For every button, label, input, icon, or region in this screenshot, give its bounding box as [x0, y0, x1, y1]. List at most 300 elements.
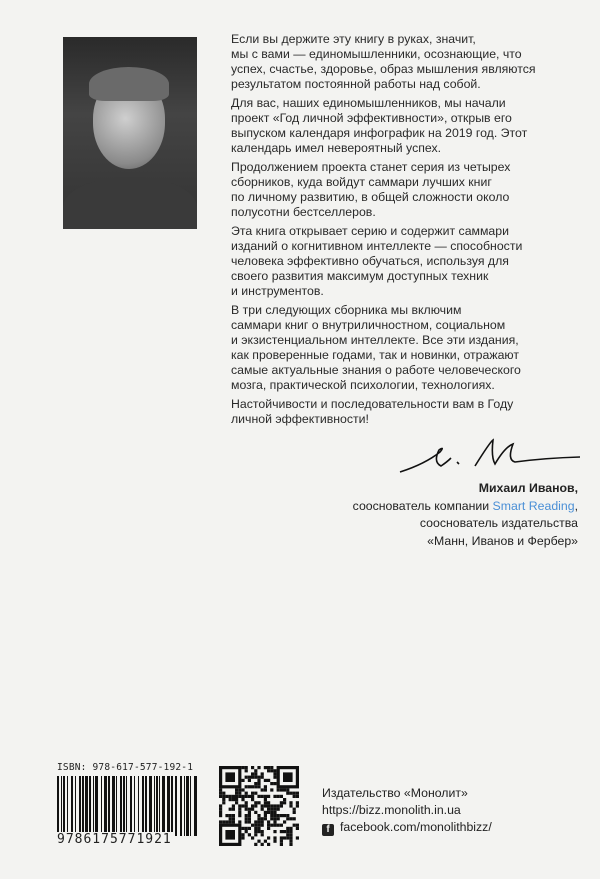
publisher-name: Издательство «Монолит» — [322, 786, 468, 800]
qr-module — [257, 795, 260, 798]
role-text: сооснователь компании — [352, 498, 493, 513]
qr-module — [254, 785, 257, 788]
barcode-bar — [112, 776, 115, 836]
qr-code — [219, 766, 299, 846]
barcode-bar — [116, 776, 117, 836]
qr-module — [248, 827, 251, 830]
qr-module — [286, 792, 289, 795]
signature — [395, 432, 585, 477]
qr-module — [273, 795, 276, 798]
paragraph: Эта книга открывает серию и содержит саммари изданий о когнитивном интеллекте — способности человека эффективно обучаться, используя для своего развития максимум доступных техник и инструментов. — [231, 224, 523, 298]
qr-module — [254, 824, 257, 827]
qr-module — [283, 801, 286, 804]
qr-module — [293, 824, 296, 827]
qr-module — [251, 798, 254, 801]
author-photo — [63, 37, 197, 229]
publisher-facebook[interactable] — [322, 819, 492, 836]
qr-module — [235, 801, 238, 804]
qr-module — [225, 820, 228, 823]
qr-module — [251, 776, 254, 779]
qr-module — [267, 808, 270, 811]
qr-module — [245, 795, 248, 798]
qr-module — [254, 843, 257, 846]
qr-module — [245, 827, 248, 830]
qr-module — [264, 766, 267, 769]
qr-module — [248, 820, 251, 823]
qr-module — [273, 820, 276, 823]
qr-module — [283, 788, 286, 791]
qr-module — [277, 808, 280, 811]
qr-module — [251, 766, 254, 769]
qr-module — [289, 830, 292, 833]
author-role-3: «Манн, Иванов и Фербер» — [427, 533, 578, 548]
qr-module — [293, 795, 296, 798]
barcode-bar — [63, 776, 65, 836]
qr-module — [232, 795, 235, 798]
barcode-bar — [159, 776, 160, 836]
qr-module — [229, 817, 232, 820]
qr-module — [270, 782, 273, 785]
qr-module — [289, 817, 292, 820]
qr-module — [293, 817, 296, 820]
qr-module — [238, 792, 241, 795]
qr-module — [219, 788, 222, 791]
qr-module — [251, 804, 254, 807]
qr-module — [219, 792, 222, 795]
qr-module — [280, 814, 283, 817]
qr-module — [289, 843, 292, 846]
barcode — [57, 776, 202, 836]
qr-module — [270, 824, 273, 827]
qr-module — [235, 795, 238, 798]
qr-module — [267, 836, 270, 839]
qr-module — [273, 776, 276, 779]
qr-finder — [225, 772, 235, 782]
qr-module — [280, 804, 283, 807]
qr-module — [238, 820, 241, 823]
barcode-bar — [138, 776, 139, 836]
intro-text — [231, 32, 591, 431]
qr-module — [261, 795, 264, 798]
qr-module — [264, 785, 267, 788]
qr-module — [273, 840, 276, 843]
paragraph: Продолжением проекта станет серия из четырех сборников, куда войдут саммари лучших книг по личному развитию, в общей сложности около полусотни бестселлеров. — [231, 160, 511, 219]
qr-module — [264, 801, 267, 804]
qr-module — [270, 811, 273, 814]
qr-module — [222, 820, 225, 823]
qr-module — [277, 824, 280, 827]
qr-module — [286, 836, 289, 839]
qr-module — [241, 827, 244, 830]
qr-module — [251, 785, 254, 788]
qr-module — [251, 772, 254, 775]
qr-module — [280, 801, 283, 804]
qr-module — [257, 817, 260, 820]
qr-module — [248, 785, 251, 788]
barcode-bar — [126, 776, 127, 836]
qr-module — [296, 827, 299, 830]
qr-module — [248, 808, 251, 811]
qr-module — [232, 820, 235, 823]
qr-module — [238, 808, 241, 811]
qr-module — [261, 843, 264, 846]
qr-module — [264, 779, 267, 782]
barcode-bar — [186, 776, 189, 836]
qr-module — [254, 830, 257, 833]
qr-module — [270, 808, 273, 811]
qr-module — [241, 798, 244, 801]
qr-module — [273, 814, 276, 817]
qr-module — [280, 795, 283, 798]
qr-module — [229, 820, 232, 823]
qr-module — [264, 795, 267, 798]
isbn-label: ISBN: 978-617-577-192-1 — [57, 762, 194, 773]
qr-module — [257, 824, 260, 827]
qr-module — [241, 779, 244, 782]
qr-module — [238, 788, 241, 791]
qr-module — [293, 811, 296, 814]
qr-module — [273, 836, 276, 839]
qr-module — [277, 788, 280, 791]
author-role-1 — [353, 498, 578, 516]
qr-module — [238, 804, 241, 807]
qr-module — [251, 792, 254, 795]
qr-module — [270, 769, 273, 772]
qr-module — [257, 776, 260, 779]
barcode-bar — [167, 776, 170, 836]
barcode-bar — [154, 776, 155, 836]
qr-module — [261, 804, 264, 807]
qr-module — [273, 769, 276, 772]
barcode-digits: 9786175771921 — [57, 832, 172, 847]
qr-module — [286, 814, 289, 817]
author-role-2: сооснователь издательства — [419, 516, 578, 531]
qr-module — [225, 795, 228, 798]
barcode-bar — [134, 776, 135, 836]
qr-module — [267, 820, 270, 823]
qr-module — [277, 795, 280, 798]
photo-body — [63, 177, 197, 229]
qr-module — [254, 792, 257, 795]
qr-module — [257, 782, 260, 785]
qr-module — [254, 782, 257, 785]
barcode-bar — [123, 776, 125, 836]
qr-module — [219, 811, 222, 814]
qr-module — [232, 808, 235, 811]
barcode-bar — [190, 776, 191, 836]
qr-module — [261, 817, 264, 820]
qr-module — [267, 801, 270, 804]
qr-module — [257, 801, 260, 804]
qr-module — [235, 792, 238, 795]
qr-module — [280, 836, 283, 839]
paragraph: Если вы держите эту книгу в руках, значит, мы с вами — единомышленники, осознающие, что успех, счастье, здоровье, образ мышления являются результатом постоянной работы над собой. — [231, 32, 536, 91]
qr-module — [267, 827, 270, 830]
barcode-bar — [194, 776, 197, 836]
qr-module — [273, 830, 276, 833]
qr-module — [267, 779, 270, 782]
qr-module — [232, 798, 235, 801]
qr-module — [219, 795, 222, 798]
qr-module — [257, 766, 260, 769]
qr-module — [270, 804, 273, 807]
qr-module — [254, 801, 257, 804]
qr-module — [283, 820, 286, 823]
qr-module — [254, 833, 257, 836]
qr-module — [273, 808, 276, 811]
qr-module — [219, 804, 222, 807]
qr-module — [267, 795, 270, 798]
qr-module — [273, 782, 276, 785]
qr-module — [286, 788, 289, 791]
publisher-info — [322, 785, 492, 836]
qr-module — [241, 804, 244, 807]
barcode-bar — [184, 776, 185, 836]
qr-module — [238, 814, 241, 817]
qr-module — [280, 824, 283, 827]
qr-module — [248, 776, 251, 779]
qr-module — [245, 830, 248, 833]
barcode-bar — [61, 776, 62, 836]
barcode-bar — [180, 776, 182, 836]
qr-module — [257, 827, 260, 830]
facebook-link[interactable]: facebook.com/monolithbizz/ — [340, 820, 492, 834]
qr-module — [245, 785, 248, 788]
barcode-bar — [95, 776, 98, 836]
qr-module — [232, 814, 235, 817]
qr-module — [264, 840, 267, 843]
qr-module — [270, 814, 273, 817]
paragraph: В три следующих сборника мы включим саммари книг о внутриличностном, социальном и экзистенциальном интеллекте. Все эти издания, как проверенные годами, так и новинки, отражают самые актуальные знания о работе человеческого мозга, практической психологии, технологиях. — [231, 303, 521, 392]
qr-module — [257, 840, 260, 843]
qr-module — [254, 772, 257, 775]
qr-module — [286, 827, 289, 830]
qr-module — [289, 792, 292, 795]
qr-finder — [225, 830, 235, 840]
qr-module — [254, 804, 257, 807]
qr-module — [264, 811, 267, 814]
publisher-url[interactable]: https://bizz.monolith.in.ua — [322, 803, 461, 817]
qr-module — [254, 769, 257, 772]
barcode-bar — [108, 776, 110, 836]
barcode-bar — [85, 776, 88, 836]
qr-module — [241, 836, 244, 839]
qr-module — [245, 817, 248, 820]
paragraph: Настойчивости и последовательности вам в Году личной эффективности! — [231, 397, 514, 426]
qr-module — [293, 808, 296, 811]
qr-module — [245, 804, 248, 807]
qr-module — [261, 833, 264, 836]
qr-module — [245, 792, 248, 795]
qr-module — [277, 817, 280, 820]
qr-module — [267, 804, 270, 807]
paragraph: Для вас, наших единомышленников, мы начали проект «Год личной эффективности», открыв его выпуском календаря инфографик на 2019 год. Этот календарь имел невероятный успех. — [231, 96, 528, 155]
qr-module — [280, 843, 283, 846]
qr-module — [248, 779, 251, 782]
barcode-bar — [89, 776, 91, 836]
facebook-icon: f — [322, 824, 334, 836]
qr-module — [264, 788, 267, 791]
qr-module — [241, 788, 244, 791]
qr-module — [280, 788, 283, 791]
qr-module — [267, 766, 270, 769]
photo-hair — [89, 67, 169, 101]
barcode-bar — [67, 776, 68, 836]
qr-module — [222, 795, 225, 798]
qr-module — [245, 820, 248, 823]
qr-module — [273, 824, 276, 827]
qr-module — [261, 788, 264, 791]
barcode-bar — [104, 776, 107, 836]
qr-module — [248, 795, 251, 798]
qr-module — [251, 824, 254, 827]
qr-module — [245, 814, 248, 817]
qr-module — [289, 801, 292, 804]
qr-module — [286, 833, 289, 836]
qr-module — [229, 798, 232, 801]
qr-module — [222, 792, 225, 795]
qr-module — [254, 811, 257, 814]
qr-module — [296, 792, 299, 795]
barcode-bar — [75, 776, 76, 836]
qr-module — [245, 801, 248, 804]
barcode-bar — [175, 776, 177, 836]
qr-module — [254, 827, 257, 830]
qr-module — [257, 830, 260, 833]
qr-module — [261, 830, 264, 833]
qr-module — [251, 795, 254, 798]
qr-module — [229, 808, 232, 811]
qr-module — [232, 804, 235, 807]
qr-module — [248, 817, 251, 820]
qr-module — [273, 804, 276, 807]
qr-module — [296, 804, 299, 807]
qr-module — [251, 836, 254, 839]
qr-module — [257, 785, 260, 788]
barcode-bar — [171, 776, 173, 836]
qr-module — [219, 820, 222, 823]
qr-module — [296, 801, 299, 804]
qr-module — [267, 811, 270, 814]
qr-module — [248, 811, 251, 814]
qr-module — [238, 811, 241, 814]
qr-module — [225, 814, 228, 817]
qr-finder — [283, 772, 293, 782]
qr-module — [241, 795, 244, 798]
barcode-bar — [149, 776, 152, 836]
qr-module — [254, 776, 257, 779]
barcode-bar — [57, 776, 59, 836]
qr-module — [261, 776, 264, 779]
qr-module — [241, 766, 244, 769]
role-punct: , — [574, 498, 578, 513]
barcode-bar — [82, 776, 84, 836]
qr-module — [222, 801, 225, 804]
qr-module — [222, 798, 225, 801]
barcode-bar — [93, 776, 94, 836]
qr-module — [273, 811, 276, 814]
qr-module — [264, 814, 267, 817]
qr-module — [289, 840, 292, 843]
qr-module — [267, 769, 270, 772]
qr-module — [289, 827, 292, 830]
qr-module — [296, 795, 299, 798]
barcode-bar — [71, 776, 73, 836]
qr-module — [248, 833, 251, 836]
qr-module — [277, 804, 280, 807]
qr-module — [280, 830, 283, 833]
qr-module — [273, 817, 276, 820]
qr-module — [254, 820, 257, 823]
qr-module — [267, 824, 270, 827]
qr-module — [219, 808, 222, 811]
qr-module — [267, 843, 270, 846]
qr-module — [261, 824, 264, 827]
qr-module — [235, 788, 238, 791]
qr-module — [264, 817, 267, 820]
qr-module — [257, 820, 260, 823]
qr-module — [245, 808, 248, 811]
barcode-bar — [101, 776, 102, 836]
qr-module — [251, 808, 254, 811]
barcode-bar — [145, 776, 147, 836]
barcode-bar — [156, 776, 158, 836]
barcode-bar — [142, 776, 144, 836]
author-name: Михаил Иванов, — [478, 481, 578, 495]
barcode-bar — [79, 776, 81, 836]
barcode-bar — [162, 776, 165, 836]
qr-module — [264, 798, 267, 801]
qr-module — [277, 814, 280, 817]
qr-module — [270, 766, 273, 769]
qr-module — [289, 804, 292, 807]
qr-module — [264, 804, 267, 807]
qr-module — [293, 792, 296, 795]
qr-module — [283, 836, 286, 839]
qr-module — [245, 776, 248, 779]
qr-module — [296, 824, 299, 827]
qr-module — [283, 830, 286, 833]
qr-module — [245, 769, 248, 772]
qr-module — [270, 817, 273, 820]
qr-module — [245, 766, 248, 769]
qr-module — [296, 836, 299, 839]
barcode-bar — [120, 776, 122, 836]
qr-module — [241, 833, 244, 836]
qr-module — [257, 814, 260, 817]
brand-name: Smart Reading — [492, 498, 575, 513]
qr-module — [238, 795, 241, 798]
qr-module — [270, 788, 273, 791]
qr-module — [289, 836, 292, 839]
qr-module — [229, 814, 232, 817]
barcode-bar — [130, 776, 132, 836]
qr-module — [232, 817, 235, 820]
qr-module — [286, 817, 289, 820]
author-block — [353, 480, 578, 550]
qr-module — [273, 772, 276, 775]
qr-module — [283, 814, 286, 817]
qr-module — [289, 833, 292, 836]
qr-module — [286, 830, 289, 833]
qr-module — [248, 814, 251, 817]
qr-module — [229, 795, 232, 798]
qr-module — [261, 772, 264, 775]
qr-module — [235, 798, 238, 801]
qr-module — [257, 779, 260, 782]
qr-module — [261, 808, 264, 811]
qr-module — [261, 820, 264, 823]
